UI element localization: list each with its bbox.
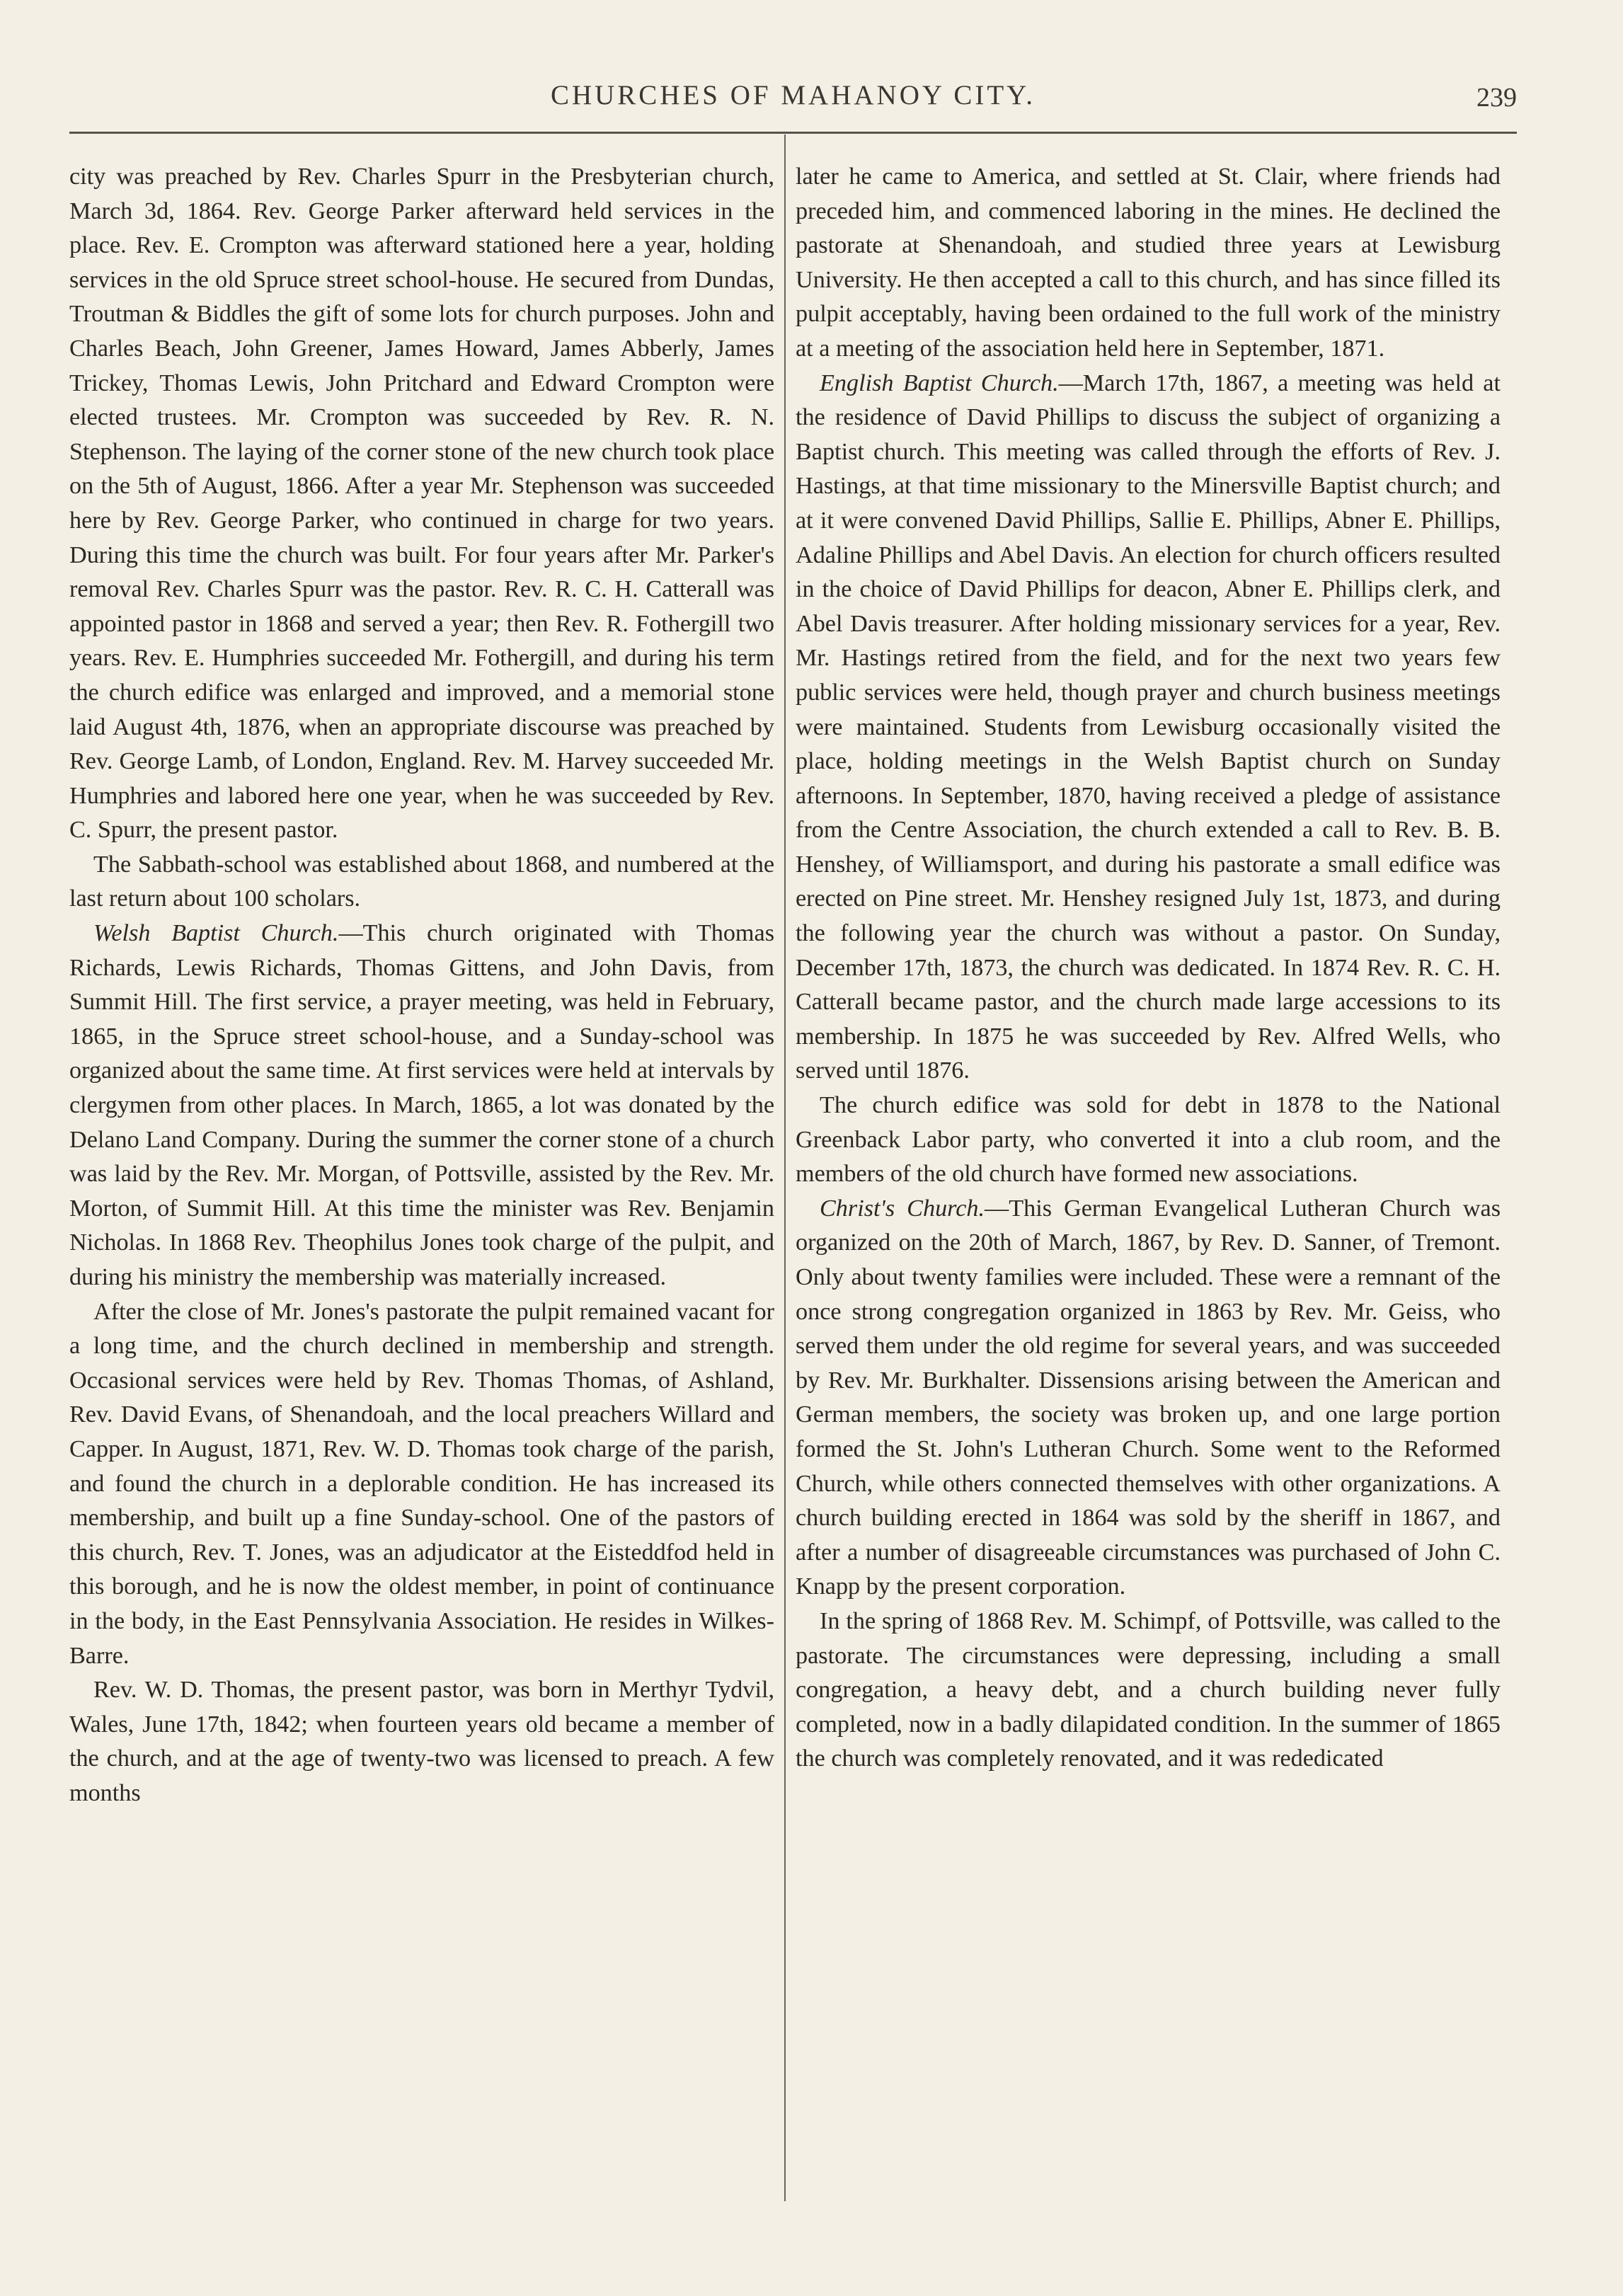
paragraph: The church edifice was sold for debt in 1878 to the National Greenback Labor party, who converted it into a club room, and the members of the old church have formed new associations. (796, 1092, 1501, 1188)
paragraph-text: —March 17th, 1867, a meeting was held at the residence of David Phillips to discuss the subject of organizing a Baptist church. This meeting was called through the efforts of Rev. J. Hastings, at that time missionary to the Minersville Baptist church; and at it were convened David Phillips, Sallie E. Phillips, Abner E. Phillips, Adaline Phillips and Abel Davis. An election for church officers resulted in the choice of David Phillips for deacon, Abner E. Phillips clerk, and Abel Davis treasurer. After holding missionary services for a year, Rev. Mr. Hastings retired from the field, and for the next two years few public services were held, though prayer and church business meetings were maintained. Students from Lewisburg occasionally visited the place, holding meetings in the Welsh Baptist church on Sunday afternoons. In September, 1870, having received a pledge of assistance from the Centre Association, the church extended a call to Rev. B. B. Henshey, of Williamsport, and during his pastorate a small edifice was erected on Pine street. Mr. Henshey resigned July 1st, 1873, and during the following year the church was without a pastor. On Sunday, December 17th, 1873, the church was dedicated. In 1874 Rev. R. C. H. Catterall became pastor, and the church made large accessions to its membership. In 1875 he was succeeded by Rev. Alfred Wells, who served until 1876. (796, 369, 1501, 1084)
paragraph-text: —This church originated with Thomas Richards, Lewis Richards, Thomas Gittens, and John Davis, from Summit Hill. The first service, a prayer meeting, was held in February, 1865, in the Spruce street school-house, and a Sunday-school was organized about the same time. At first services were held at intervals by clergymen from other places. In March, 1865, a lot was donated by the Delano Land Company. During the summer the corner stone of a church was laid by the Rev. Mr. Morgan, of Pottsville, assisted by the Rev. Mr. Morton, of Summit Hill. At this time the minister was Rev. Benjamin Nicholas. In 1868 Rev. Theophilus Jones took charge of the pulpit, and during his ministry the membership was materially increased. (69, 920, 774, 1290)
header-rule (69, 132, 1517, 134)
paragraph: later he came to America, and settled at St. Clair, where friends had preceded him, and commenced laboring in the mines. He declined the pastorate at Shenandoah, and studied three years at Lewisburg University. He then accepted a call to this church, and has since filled its pulpit acceptably, having been ordained to the full work of the ministry at a meeting of the association held here in September, 1871. (796, 163, 1501, 362)
paragraph: city was preached by Rev. Charles Spurr in the Presbyterian church, March 3d, 1864. Rev. George Parker afterward held services in the place. Rev. E. Crompton was afterward stationed here a year, holding services in the old Spruce street school-house. He secured from Dundas, Troutman & Biddles the gift of some lots for church purposes. John and Charles Beach, John Greener, James Howard, James Abberly, James Trickey, Thomas Lewis, John Pritchard and Edward Crompton were elected trustees. Mr. Crompton was succeeded by Rev. R. N. Stephenson. The laying of the corner stone of the new church took place on the 5th of August, 1866. After a year Mr. Stephenson was succeeded here by Rev. George Parker, who continued in charge for two years. During this time the church was built. For four years after Mr. Parker's removal Rev. Charles Spurr was the pastor. Rev. R. C. H. Catterall was appointed pastor in 1868 and served a year; then Rev. R. Fothergill two years. Rev. E. Humphries succeeded Mr. Fothergill, and during his term the church edifice was enlarged and improved, and a memorial stone laid August 4th, 1876, when an appropriate discourse was preached by Rev. George Lamb, of London, England. Rev. M. Harvey succeeded Mr. Humphries and labored here one year, when he was succeeded by Rev. C. Spurr, the present pastor. (69, 163, 774, 844)
page-header (69, 79, 1517, 122)
left-column (69, 160, 774, 1811)
right-column (796, 160, 1501, 1776)
section-title: English Baptist Church. (820, 369, 1059, 396)
paragraph: After the close of Mr. Jones's pastorate the pulpit remained vacant for a long time, and the church declined in membership and strength. Occasional services were held by Rev. Thomas Thomas, of Ashland, Rev. David Evans, of Shenandoah, and the local preachers Willard and Capper. In August, 1871, Rev. W. D. Thomas took charge of the parish, and found the church in a deplorable condition. He has increased its membership, and built up a fine Sunday-school. One of the pastors of this church, Rev. T. Jones, was an adjudicator at the Eisteddfod held in this borough, and he is now the oldest member, in point of continuance in the body, in the East Pennsylvania Association. He resides in Wilkes-Barre. (69, 1298, 774, 1669)
paragraph: Rev. W. D. Thomas, the present pastor, was born in Merthyr Tydvil, Wales, June 17th, 1842; when fourteen years old became a member of the church, and at the age of twenty-two was licensed to preach. A few months (69, 1677, 774, 1806)
running-head: CHURCHES OF MAHANOY CITY. (550, 80, 1036, 110)
section-title: Christ's Church. (820, 1195, 985, 1222)
column-divider (784, 134, 786, 2201)
paragraph (796, 1192, 1501, 1605)
section-title: Welsh Baptist Church. (93, 920, 339, 947)
paragraph: The Sabbath-school was established about 1868, and numbered at the last return about 100 scholars. (69, 851, 774, 912)
paragraph: In the spring of 1868 Rev. M. Schimpf, of Pottsville, was called to the pastorate. The circumstances were depressing, including a small congregation, a heavy debt, and a church building never fully completed, now in a badly dilapidated condition. In the summer of 1865 the church was completely renovated, and it was rededicated (796, 1607, 1501, 1772)
paragraph (796, 367, 1501, 1089)
paragraph (69, 917, 774, 1295)
paragraph-text: —This German Evangelical Lutheran Church was organized on the 20th of March, 1867, by Rev. D. Sanner, of Tremont. Only about twenty families were included. These were a remnant of the once strong congregation organized in 1863 by Rev. Mr. Geiss, who served them under the old regime for several years, and was succeeded by Rev. Mr. Burkhalter. Dissensions arising between the American and German members, the society was broken up, and one large portion formed the St. John's Lutheran Church. Some went to the Reformed Church, while others connected themselves with other organizations. A church building erected in 1864 was sold by the sheriff in 1867, and after a number of disagreeable circumstances was purchased of John C. Knapp by the present corporation. (796, 1195, 1501, 1600)
page-number: 239 (1476, 83, 1517, 113)
